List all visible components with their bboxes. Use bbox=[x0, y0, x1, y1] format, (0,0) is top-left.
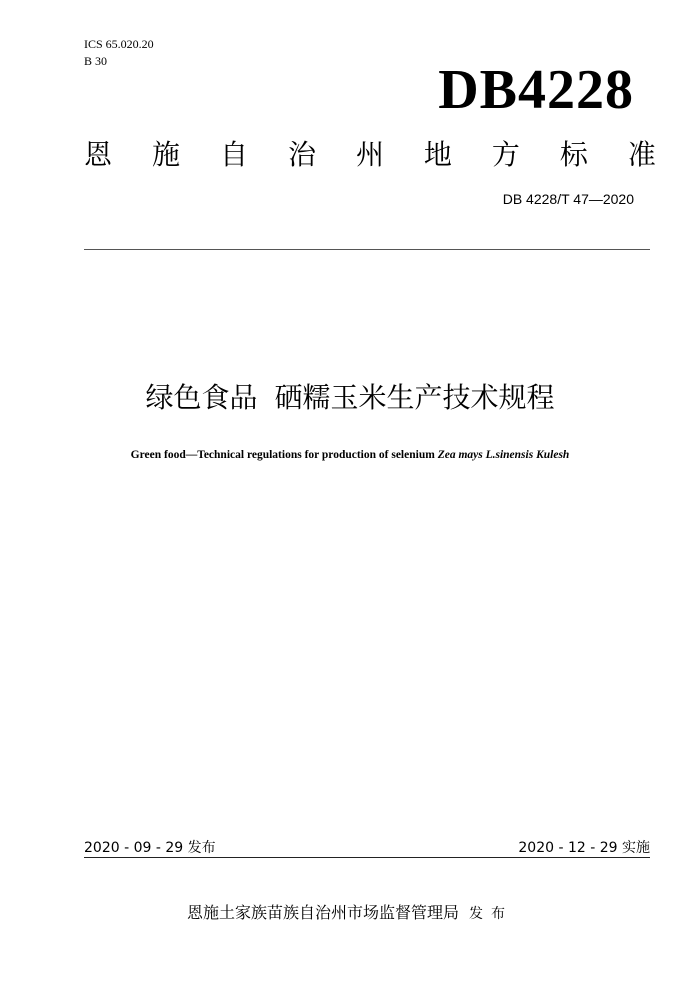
standard-type-char: 地 bbox=[423, 138, 452, 171]
issuer-name: 恩施土家族苗族自治州市场监督管理局 bbox=[186, 903, 459, 922]
standard-type-char: 州 bbox=[355, 138, 384, 171]
header-divider bbox=[84, 249, 650, 250]
document-title-en bbox=[0, 447, 700, 463]
document-title-cn bbox=[0, 378, 700, 418]
issuer-suffix: 发布 bbox=[469, 906, 513, 922]
standard-type-heading bbox=[84, 135, 656, 175]
standard-number: DB 4228/T 47—2020 bbox=[502, 191, 634, 207]
standard-type-char: 施 bbox=[151, 138, 180, 171]
title-cn-part1: 绿色食品 bbox=[145, 381, 258, 414]
publish-date: 2020 - 09 - 29 发布 bbox=[84, 840, 216, 856]
title-en-prefix: Green food—Technical regulations for production of selenium bbox=[130, 449, 438, 461]
standard-type-char: 恩 bbox=[84, 138, 113, 171]
footer-divider bbox=[84, 857, 650, 858]
standard-type-char: 准 bbox=[627, 138, 656, 171]
issuer bbox=[0, 902, 700, 925]
standard-type-char: 方 bbox=[491, 138, 520, 171]
implement-date: 2020 - 12 - 29 实施 bbox=[518, 840, 650, 856]
ics-code: ICS 65.020.20 bbox=[84, 37, 154, 51]
title-en-species: Zea mays L.sinensis Kulesh bbox=[437, 449, 570, 461]
title-cn-part2: 硒糯玉米生产技术规程 bbox=[274, 381, 555, 414]
standard-type-char: 治 bbox=[287, 138, 316, 171]
standard-type-char: 标 bbox=[559, 138, 588, 171]
standard-logo: DB4228 bbox=[438, 59, 634, 121]
ccs-code: B 30 bbox=[84, 54, 108, 68]
standard-type-char: 自 bbox=[219, 138, 248, 171]
